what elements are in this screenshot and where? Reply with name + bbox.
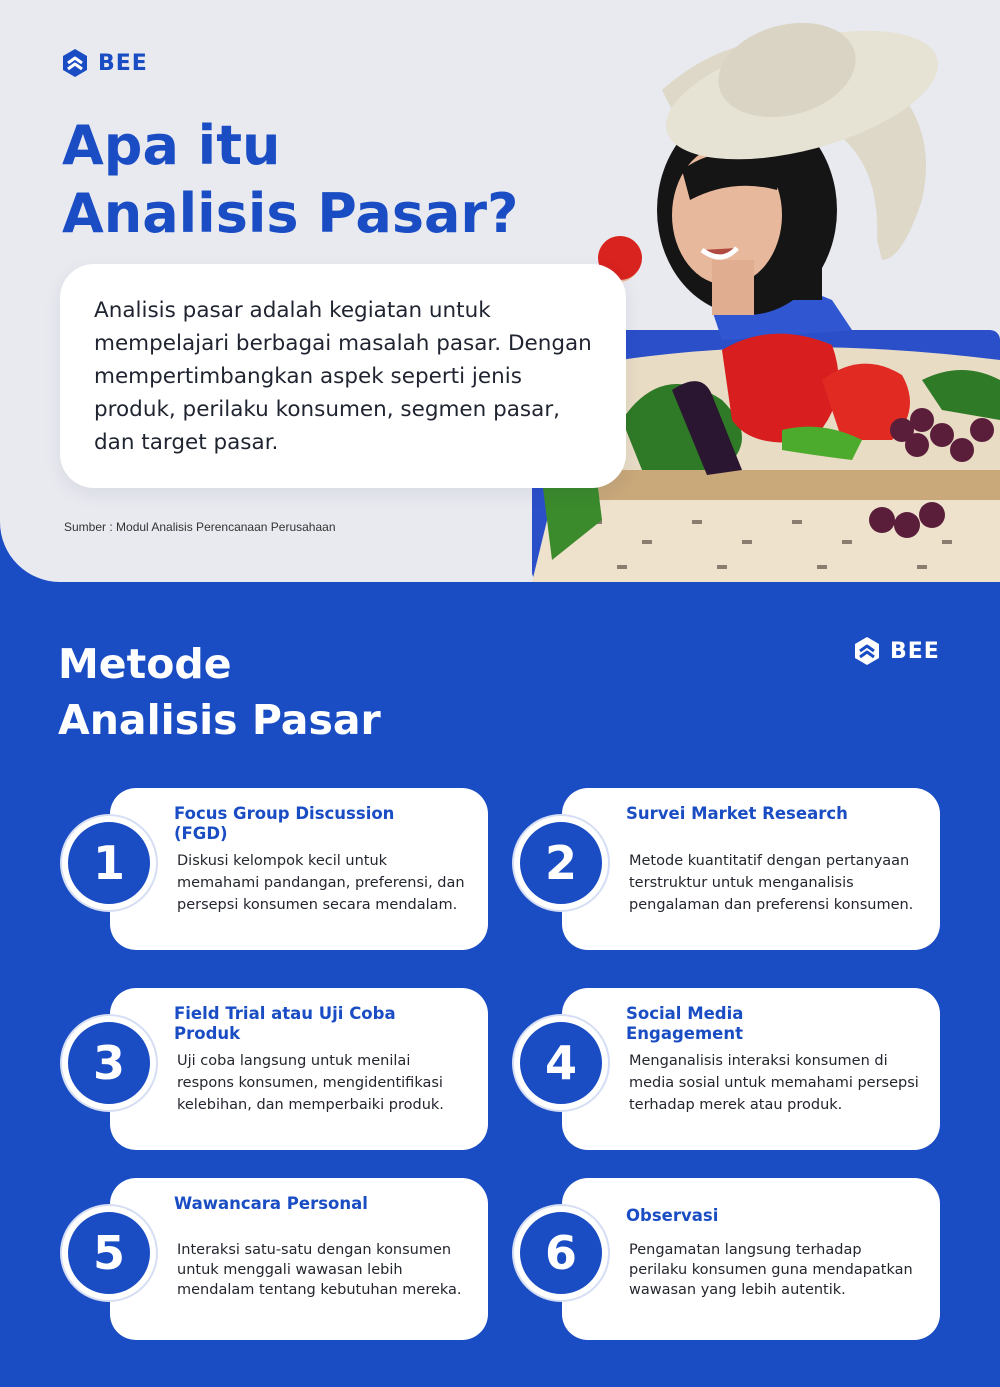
definition-card	[60, 264, 626, 488]
bee-logo	[60, 48, 148, 78]
method-number-badge: 6	[514, 1206, 608, 1300]
method-description: Interaksi satu-satu dengan konsumen untuk menggali wawasan lebih mendalam tentang kebutuhan mereka.	[177, 1242, 462, 1298]
bee-logo-icon	[852, 636, 882, 666]
methods-title-line-2: Analisis Pasar	[58, 696, 381, 744]
page-title-line-2: Analisis Pasar?	[62, 182, 519, 245]
method-title: Field Trial atau Uji Coba Produk	[174, 1004, 396, 1043]
bee-logo-secondary	[852, 636, 940, 666]
methods-title-line-1: Metode	[58, 640, 232, 688]
method-card-4	[514, 988, 944, 1150]
method-description: Pengamatan langsung terhadap perilaku konsumen guna mendapatkan wawasan yang lebih autentik.	[629, 1242, 913, 1298]
method-title: Survei Market Research	[626, 804, 848, 823]
method-number-badge: 3	[62, 1016, 156, 1110]
method-number-badge: 5	[62, 1206, 156, 1300]
bee-logo-icon	[60, 48, 90, 78]
method-title: Observasi	[626, 1206, 719, 1225]
method-title: Focus Group Discussion (FGD)	[174, 804, 395, 843]
method-description: Diskusi kelompok kecil untuk memahami pandangan, preferensi, dan persepsi konsumen secara mendalam.	[177, 853, 465, 913]
bee-logo-text: BEE	[98, 50, 148, 76]
method-number-badge: 4	[514, 1016, 608, 1110]
source-note: Sumber : Modul Analisis Perencanaan Perusahaan	[64, 520, 336, 534]
method-number-badge: 1	[62, 816, 156, 910]
bee-logo-text: BEE	[890, 638, 940, 664]
methods-title	[58, 636, 381, 748]
definition-text: Analisis pasar adalah kegiatan untuk mempelajari berbagai masalah pasar. Dengan mempertimbangkan aspek seperti jenis produk, perilaku konsumen, segmen pasar, dan target pasar.	[94, 298, 592, 455]
method-title: Social Media Engagement	[626, 1004, 744, 1043]
method-description: Uji coba langsung untuk menilai respons konsumen, mengidentifikasi kelebihan, dan memperbaiki produk.	[177, 1053, 444, 1113]
page-title-line-1: Apa itu	[62, 114, 281, 177]
method-title: Wawancara Personal	[174, 1194, 368, 1213]
method-description: Metode kuantitatif dengan pertanyaan terstruktur untuk menganalisis pengalaman dan preferensi konsumen.	[629, 853, 914, 913]
method-number-badge: 2	[514, 816, 608, 910]
method-card-1	[62, 788, 492, 950]
method-card-6	[514, 1178, 944, 1340]
intro-section	[0, 0, 1000, 582]
method-card-2	[514, 788, 944, 950]
page-title	[62, 112, 518, 248]
method-card-5	[62, 1178, 492, 1340]
method-description: Menganalisis interaksi konsumen di media sosial untuk memahami persepsi terhadap merek atau produk.	[629, 1053, 919, 1113]
method-card-3	[62, 988, 492, 1150]
